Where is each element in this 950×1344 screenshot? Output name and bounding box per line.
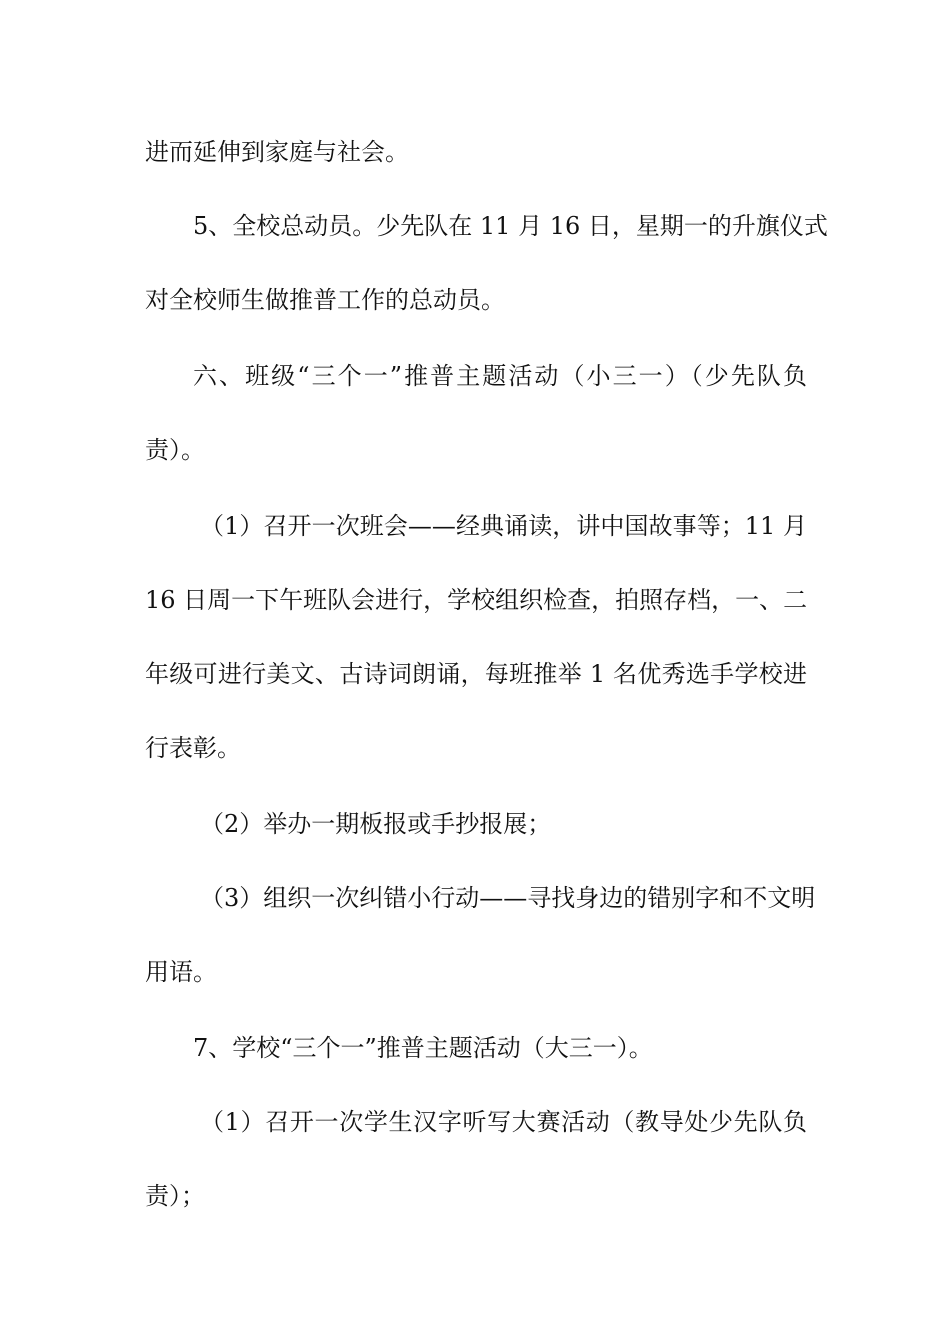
text-line: 六、班级“三个一”推普主题活动（小三一）（少先队负 (193, 362, 807, 390)
text-line: （1）召开一次班会——经典诵读，讲中国故事等；11 月 (200, 512, 807, 540)
text-line: 7、学校“三个一”推普主题活动（大三一）。 (193, 1034, 653, 1062)
text-line: （2）举办一期板报或手抄报展； (200, 810, 552, 838)
text-line: 16 日周一下午班队会进行，学校组织检查，拍照存档，一、二 (145, 586, 808, 614)
text-line: 进而延伸到家庭与社会。 (145, 138, 409, 166)
text-line: 年级可进行美文、古诗词朗诵，每班推举 1 名优秀选手学校进 (145, 660, 807, 688)
text-line: 5、全校总动员。少先队在 11 月 16 日，星期一的升旗仪式 (193, 212, 828, 240)
text-line: 责）。 (145, 436, 205, 464)
text-line: 对全校师生做推普工作的总动员。 (145, 286, 505, 314)
text-line: （3）组织一次纠错小行动——寻找身边的错别字和不文明 (200, 884, 816, 912)
text-line: 责）； (145, 1182, 205, 1210)
text-line: 用语。 (145, 958, 217, 986)
text-line: 行表彰。 (145, 734, 241, 762)
text-line: （1）召开一次学生汉字听写大赛活动（教导处少先队负 (200, 1108, 807, 1136)
